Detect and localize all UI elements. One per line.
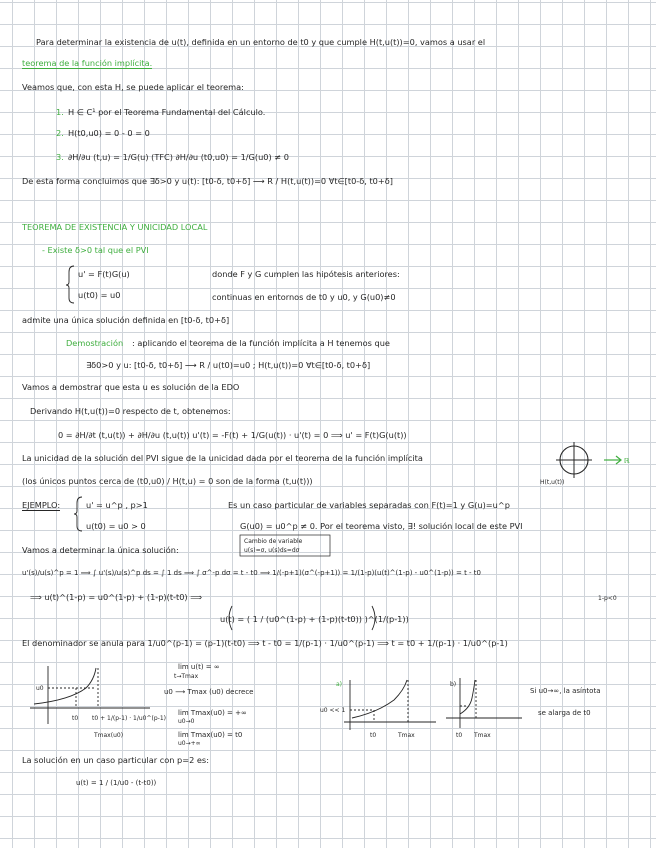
proof-line-3: Vamos a demostrar que esta u es solución de la EDO xyxy=(22,382,240,392)
side-note-1: Si u0→∞, la asíntota xyxy=(530,687,601,695)
example-right-note: 1-p<0 xyxy=(598,595,617,602)
side-note-2: se alarga de t0 xyxy=(538,709,591,717)
limit-sub: t→Tmax xyxy=(174,673,199,680)
graph2-u0: u0 << 1 xyxy=(320,707,346,714)
example-eq-1: u' = u^p , p>1 xyxy=(86,500,148,510)
solution-paren-right xyxy=(372,606,375,630)
lim1-text: lim Tmax(u0) = +∞ xyxy=(178,709,247,717)
graph1-tmax: t0 + 1/(p-1) · 1/u0^(p-1) xyxy=(92,715,167,722)
condition-3-num: 3. xyxy=(56,152,64,162)
change-variable-box xyxy=(240,535,330,556)
example-step: ⟹ u(t)^(1-p) = u0^(1-p) + (1-p)(t-t0) ⟹ xyxy=(30,592,202,602)
example-box-line-2: u(s)=σ, u(s)ds=dσ xyxy=(244,547,300,554)
example-find: Vamos a determinar la única solución: xyxy=(22,545,179,555)
theorem-cond-1: donde F y G cumplen las hipótesis anteriores: xyxy=(212,269,400,279)
proof-line-4: Derivando H(t,u(t))=0 respecto de t, obtenemos: xyxy=(30,406,231,416)
graph3-top: b) xyxy=(450,681,457,688)
theorem-title: TEOREMA DE EXISTENCIA Y UNICIDAD LOCAL xyxy=(22,222,208,232)
graph2-top: a) xyxy=(336,681,343,688)
graph-3 xyxy=(446,678,522,728)
proof-line-6: La unicidad de la solución del PVI sigue de la unicidad dada por el teorema de la función implícita xyxy=(22,453,423,463)
example-note-1: Es un caso particular de variables separadas con F(t)=1 y G(u)=u^p xyxy=(228,500,510,510)
theorem-cond-2: continuas en entornos de t0 y u0, y G(u0)≠0 xyxy=(212,292,396,302)
condition-3-text: ∂H/∂u (t,u) = 1/G(u) (TFC) ∂H/∂u (t0,u0) = 1/G(u0) ≠ 0 xyxy=(68,152,289,162)
graph2-t0: t0 xyxy=(370,732,377,739)
graph-1 xyxy=(30,666,150,724)
proof-line-1: : aplicando el teorema de la función implícita a H tenemos que xyxy=(132,338,390,348)
theorem-eq-1: u' = F(t)G(u) xyxy=(78,269,130,279)
example-eq-2: u(t0) = u0 > 0 xyxy=(86,521,146,531)
intro-line-1: Para determinar la existencia de u(t), definida en un entorno de t0 y que cumple H(t,u(t))=0, vamos a usar el xyxy=(36,37,486,47)
implicit-curve-graph xyxy=(556,442,630,478)
example-label: EJEMPLO: xyxy=(22,500,61,510)
lim2-text: lim Tmax(u0) = t0 xyxy=(178,731,243,739)
theorem-unique: admite una única solución definida en [t0-δ, t0+δ] xyxy=(22,315,230,325)
intro-line-2: teorema de la función implícita. xyxy=(22,58,153,68)
decrease-text: u0 ⟶ Tmax (u0) decrece xyxy=(164,688,254,696)
graph-2 xyxy=(344,680,436,730)
proof-line-5: 0 = ∂H/∂t (t,u(t)) + ∂H/∂u (t,u(t)) u'(t) = -F(t) + 1/G(u(t)) · u'(t) = 0 ⟹ u' = F(t)G(u(t)) xyxy=(58,430,407,440)
condition-1-text: H ∈ C¹ por el Teorema Fundamental del Cálculo. xyxy=(68,107,266,117)
proof-graph-label: H(t,u(t)) xyxy=(540,479,565,486)
graph1-label: Tmax(u0) xyxy=(94,732,124,739)
example-brace xyxy=(74,497,82,531)
example-box-line-1: Cambio de variable xyxy=(244,538,303,545)
graph3-tmax: Tmax xyxy=(474,732,491,739)
condition-1-num: 1. xyxy=(56,107,64,117)
example-integral: u'(s)/u(s)^p = 1 ⟹ ∫ u'(s)/u(s)^p ds = ∫ 1 ds ⟹ ∫ σ^-p dσ = t - t0 ⟹ 1/(-p+1)(σ^(-p+1)) = 1/(1-p)(u(t)^(1-p) - u0^(1-p)) = t - t0 xyxy=(22,569,482,577)
example-note-2: G(u0) = u0^p ≠ 0. Por el teorema visto, ∃! solución local de este PVI xyxy=(240,521,523,531)
lim2-sub: u0→+∞ xyxy=(178,740,201,747)
svg-text:ℝ: ℝ xyxy=(624,457,630,465)
condition-2-text: H(t0,u0) = 0 - 0 = 0 xyxy=(68,128,150,138)
example-solution: u(t) = ( 1 / (u0^(1-p) + (1-p)(t-t0)) )^(1/(p-1)) xyxy=(220,614,409,624)
condition-2-num: 2. xyxy=(56,128,64,138)
solution-paren-left xyxy=(229,606,232,630)
denominator-line: El denominador se anula para 1/u0^(p-1) = (p-1)(t-t0) ⟹ t - t0 = 1/(p-1) · 1/u0^(p-1) ⟹ t = t0 + 1/(p-1) · 1/u0^(p-1) xyxy=(22,638,508,648)
proof-line-2: ∃δ0>0 y u: [t0-δ, t0+δ] ⟶ R / u(t0)=u0 ; H(t,u(t))=0 ∀t∈[t0-δ, t0+δ] xyxy=(86,360,371,370)
graph3-t0: t0 xyxy=(456,732,463,739)
graph1-u0: u0 xyxy=(36,685,44,692)
particular-formula: u(t) = 1 / (1/u0 - (t-t0)) xyxy=(76,779,157,787)
theorem-exists: - Existe δ>0 tal que el PVI xyxy=(42,245,149,255)
conclusion-line: De esta forma concluimos que ∃δ>0 y u(t): [t0-δ, t0+δ] ⟶ R / H(t,u(t))=0 ∀t∈[t0-δ, t0+δ] xyxy=(22,176,393,186)
theorem-brace xyxy=(66,266,74,303)
graph2-tmax: Tmax xyxy=(398,732,415,739)
lim1-sub: u0→0 xyxy=(178,718,195,725)
proof-label: Demostración xyxy=(66,338,124,348)
particular-line: La solución en un caso particular con p=2 es: xyxy=(22,755,209,765)
theorem-eq-2: u(t0) = u0 xyxy=(78,290,121,300)
graph1-t0: t0 xyxy=(72,715,79,722)
limit-text: lim u(t) = ∞ xyxy=(178,663,220,671)
proof-line-7: (los únicos puntos cerca de (t0,u0) / H(t,u) = 0 son de la forma (t,u(t))) xyxy=(22,476,313,486)
intro-line-3: Veamos que, con esta H, se puede aplicar el teorema: xyxy=(22,82,244,92)
